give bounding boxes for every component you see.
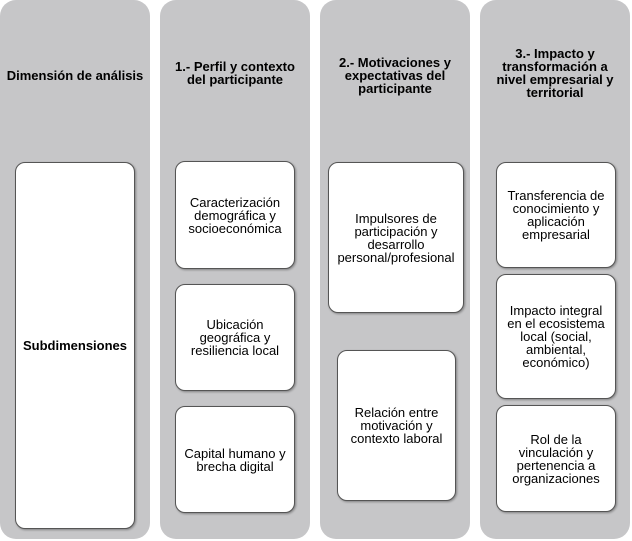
- subdimension-box-impulsores: Impulsores de participación y desarrollo personal/profesional: [328, 162, 464, 313]
- subdimensions-box: Subdimensiones: [15, 162, 135, 529]
- subdimension-box-ubicacion: Ubicación geográfica y resiliencia local: [175, 284, 295, 391]
- subdimension-box-rol-vinculacion: Rol de la vinculación y pertenencia a organizaciones: [496, 405, 616, 512]
- subdimension-box-impacto-integral: Impacto integral en el ecosistema local (social, ambiental, económico): [496, 274, 616, 399]
- column-header-dimension: Dimensión de análisis: [6, 67, 144, 83]
- subdimension-box-capital-humano: Capital humano y brecha digital: [175, 406, 295, 513]
- subdimension-box-transferencia: Transferencia de conocimiento y aplicación empresarial: [496, 162, 616, 268]
- column-header-perfil: 1.- Perfil y contexto del participante: [175, 59, 295, 87]
- column-header-motivaciones: 2.- Motivaciones y expectativas del participante: [339, 54, 451, 96]
- subdimension-box-caracterizacion: Caracterización demográfica y socioeconómica: [175, 161, 295, 269]
- subdimension-box-relacion: Relación entre motivación y contexto laboral: [337, 350, 456, 501]
- column-header-impacto: 3.- Impacto y transformación a nivel empresarial y territorial: [496, 46, 614, 100]
